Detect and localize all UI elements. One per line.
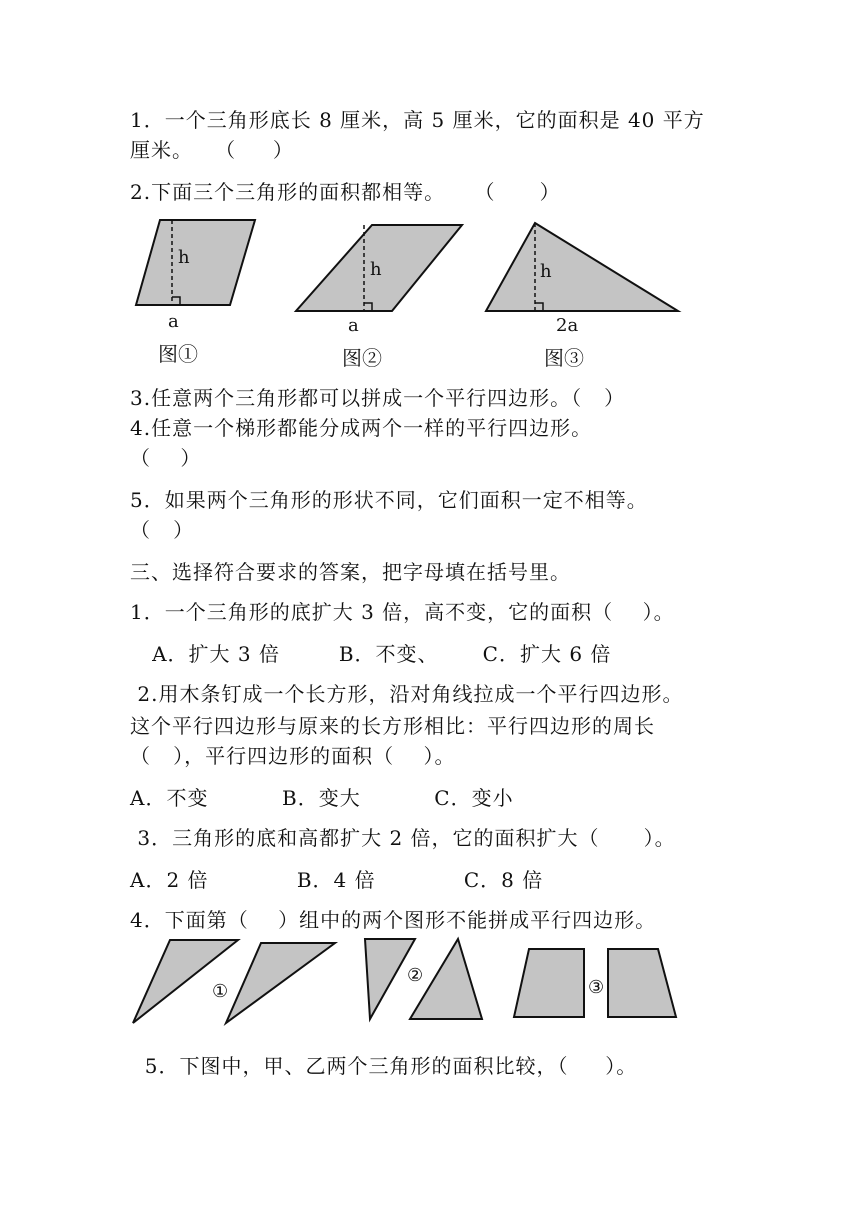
group-3-trapezoid-a — [514, 949, 584, 1017]
choice-q5: 5．下图中，甲、乙两个三角形的面积比较，（ ）。 — [130, 1054, 638, 1078]
figure-1-parallelogram — [130, 215, 270, 375]
figure-caption: 图③ — [544, 346, 584, 370]
choice-q4-figures — [128, 935, 688, 1030]
group-3-trapezoid-b — [608, 949, 676, 1017]
choice-q1: 1．一个三角形的底扩大 3 倍，高不变，它的面积（ ）。 — [130, 600, 675, 624]
judgement-q5-line1: 5．如果两个三角形的形状不同，它们面积一定不相等。 — [130, 488, 648, 512]
base-label: a — [168, 311, 179, 332]
height-label: h — [178, 247, 190, 268]
choice-q3-options: A．2 倍 B．4 倍 C．8 倍 — [130, 868, 544, 892]
choice-q2-line1: 2.用木条钉成一个长方形，沿对角线拉成一个平行四边形。 — [130, 682, 684, 706]
figure-caption: 图② — [342, 346, 382, 370]
base-label: 2a — [556, 315, 579, 336]
parallelogram-shape — [136, 220, 255, 305]
group-2-label: ② — [407, 965, 424, 986]
judgement-q1-line2: 厘米。 （ ） — [130, 138, 294, 162]
choice-q2-line2: 这个平行四边形与原来的长方形相比：平行四边形的周长 — [130, 714, 655, 738]
choice-q3: 3．三角形的底和高都扩大 2 倍，它的面积扩大（ ）。 — [130, 826, 676, 850]
judgement-q4-line2: （ ） — [130, 446, 202, 470]
judgement-q2: 2.下面三个三角形的面积都相等。 （ ） — [130, 180, 561, 204]
figure-caption: 图① — [158, 342, 198, 366]
figure-2-parallelogram — [292, 215, 472, 375]
judgement-q5-line2: （ ） — [130, 518, 195, 542]
group-1-label: ① — [212, 981, 229, 1002]
triangle-shape — [486, 223, 678, 311]
choice-q2-options: A．不变 B．变大 C．变小 — [130, 786, 514, 810]
height-label: h — [370, 259, 382, 280]
base-label: a — [348, 315, 359, 336]
group-3-label: ③ — [588, 977, 605, 998]
judgement-q1-line1: 1．一个三角形底长 8 厘米，高 5 厘米，它的面积是 40 平方 — [130, 108, 705, 132]
section-heading: 三、选择符合要求的答案，把字母填在括号里。 — [130, 560, 571, 584]
judgement-q4-line1: 4.任意一个梯形都能分成两个一样的平行四边形。 — [130, 416, 593, 440]
choice-q1-options: A．扩大 3 倍 B．不变、 C．扩大 6 倍 — [130, 642, 612, 666]
figure-3-triangle — [480, 215, 690, 375]
judgement-q3: 3.任意两个三角形都可以拼成一个平行四边形。（ ） — [130, 386, 626, 410]
group-1-triangle-b — [226, 943, 335, 1023]
choice-q2-line3: （ ），平行四边形的面积（ ）。 — [130, 744, 456, 768]
height-label: h — [540, 261, 552, 282]
choice-q4: 4．下面第（ ）组中的两个图形不能拼成平行四边形。 — [130, 908, 657, 932]
